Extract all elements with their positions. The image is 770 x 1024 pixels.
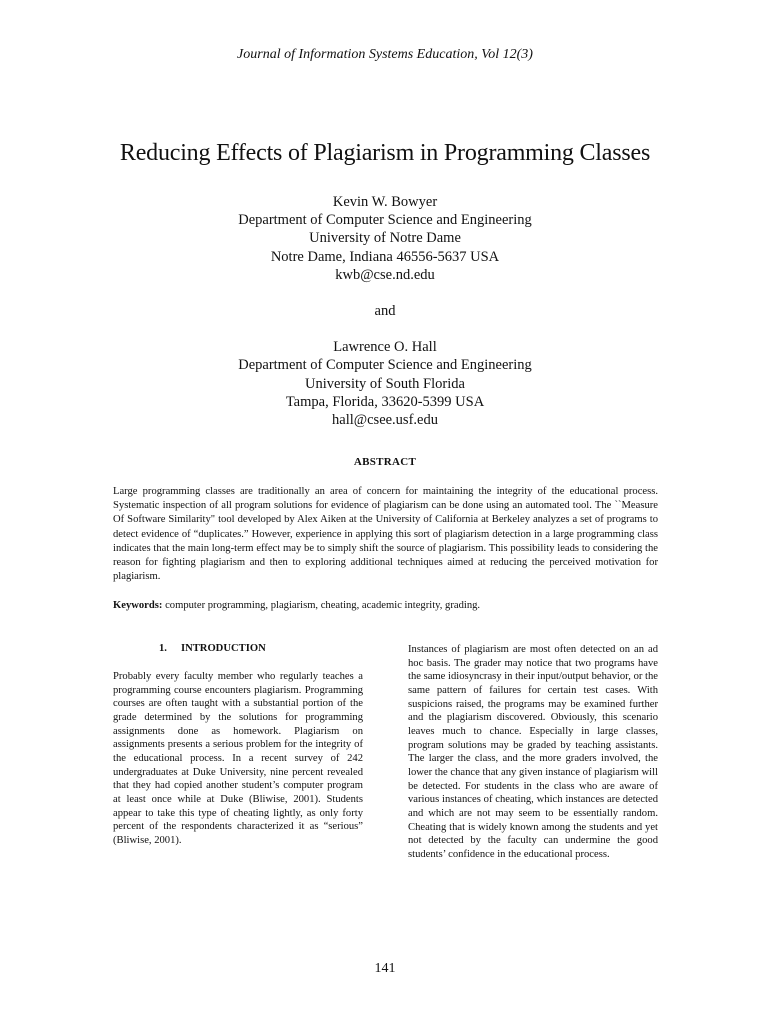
keywords (113, 599, 658, 613)
author-block (0, 193, 770, 429)
abstract-text: Large programming classes are traditionally an area of concern for maintaining the integrity of the educational process. Systematic inspection of all program solutions for evidence of plagiarism can be done using an automated tool. The ``Measure Of Software Similarity" tool developed by Alex Aiken at the University of California at Berkeley analyzes a set of programs to detect evidence of “duplicates.” However, experience in applying this sort of plagiarism detection in a large programming class indicates that the main long-term effect may be to simply shift the source of plagiarism. This possibility leads to considering the reason for fighting plagiarism and then to exploring additional techniques aimed at reducing the perceived motivation for plagiarism. (113, 486, 658, 583)
section-number: 1. (159, 643, 167, 654)
section-title: INTRODUCTION (180, 643, 266, 654)
author-conjunction: and (374, 303, 396, 320)
keywords-text: computer programming, plagiarism, cheating, academic integrity, grading. (165, 600, 481, 611)
author-address-2: Tampa, Florida, 33620-5399 USA (285, 393, 485, 410)
paper-title: Reducing Effects of Plagiarism in Programming Classes (119, 140, 651, 166)
intro-paragraph-left: Probably every faculty member who regularly teaches a programming course encounters plagiarism. Programming courses are often taught with a substantial portion of the grade determined by the solutions for programming assignments done as homework. Plagiarism on assignments presents a serious problem for the integrity of the educational process. In a recent survey of 242 undergraduates at Duke University, nine percent revealed that they had copied another student’s computer program at least once while at Duke (Bliwise, 2001). Students appear to take this type of cheating lightly, as only forty percent of the respondents characterized it as “serious” (Bliwise, 2001). (113, 671, 363, 846)
right-column (408, 643, 658, 862)
author-department-1: Department of Computer Science and Engineering (238, 212, 532, 229)
abstract-heading: ABSTRACT (353, 456, 417, 468)
page-number: 141 (374, 961, 396, 976)
author-department-2: Department of Computer Science and Engineering (238, 357, 532, 374)
author-name-2: Lawrence O. Hall (333, 339, 437, 356)
author-email-1: kwb@cse.nd.edu (335, 266, 435, 283)
author-name-1: Kevin W. Bowyer (332, 194, 438, 210)
intro-paragraph-right: Instances of plagiarism are most often detected on an ad hoc basis. The grader may notice that two programs have the same idiosyncrasy in their input/output behavior, or the same pattern of failures for certain test cases. With suspicions raised, the programs may be examined further and the plagiarism discovered. Obviously, this scenario leaves much to chance. Especially in large classes, program solutions may be graded by teaching assistants. The larger the class, and the more graders involved, the lower the chance that any given instance of plagiarism will be detected. For students in the class who are aware of various instances of cheating, which instances are detected and which are not may seem to be essentially random. Cheating that is widely known among the students and yet not detected by the faculty can undermine the good students’ confidence in the educational process. (408, 644, 658, 860)
author-email-2: hall@csee.usf.edu (332, 412, 438, 429)
left-column (113, 643, 363, 848)
author-university-1: University of Notre Dame (309, 230, 461, 247)
keywords-label: Keywords: (113, 600, 163, 611)
journal-header: Journal of Information Systems Education, Vol 12(3) (237, 47, 533, 62)
author-university-2: University of South Florida (305, 375, 465, 392)
author-address-1: Notre Dame, Indiana 46556-5637 USA (270, 248, 500, 265)
section-heading (113, 643, 363, 654)
